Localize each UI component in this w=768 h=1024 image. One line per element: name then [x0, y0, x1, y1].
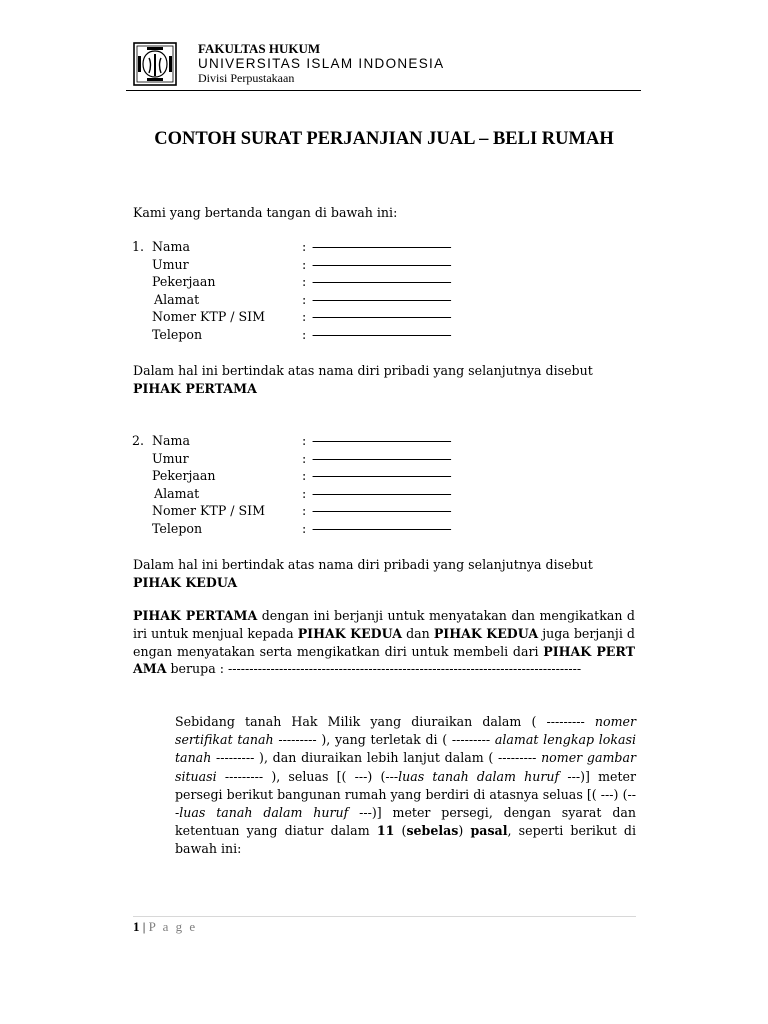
- letterhead: [126, 38, 641, 91]
- statement-text: Dalam hal ini bertindak atas nama diri pribadi yang selanjutnya disebut: [133, 363, 593, 378]
- page-footer: [133, 919, 197, 935]
- party-one-statement: [133, 362, 635, 398]
- field-blank: ----------------------------------------------------: [312, 309, 451, 324]
- bold-term: PIHAK KEDUA: [297, 625, 402, 641]
- id-row-occupation: [132, 273, 572, 291]
- field-blank: ----------------------------------------------------: [312, 433, 451, 448]
- id-row-age: [132, 450, 572, 468]
- description-text: (: [394, 823, 407, 839]
- id-row-name: [132, 238, 572, 256]
- placeholder-text: alamat lengkap lokasi tanah: [175, 732, 636, 766]
- bold-term: PIHAK KEDUA: [433, 625, 539, 641]
- description-text: ---)] meter persegi, dengan syarat dan ketentuan yang diatur dalam: [175, 805, 636, 839]
- statement-text: Dalam hal ini bertindak atas nama diri pribadi yang selanjutnya disebut: [133, 557, 593, 572]
- field-blank: ----------------------------------------------------: [312, 256, 451, 272]
- id-row-id-number: [132, 308, 572, 326]
- id-row-id-number: [132, 502, 572, 520]
- agreement-text: dengan ini berjanji untuk menyatakan dan mengikatkan diri untuk menjual kepada: [133, 608, 635, 641]
- field-colon: :: [302, 291, 307, 307]
- description-text: ---)] meter persegi berikut bangunan rumah yang berdiri di atasnya seluas [( ---) (---: [175, 768, 637, 821]
- footer-divider: [133, 916, 636, 917]
- placeholder-text: nomer gambar situasi: [175, 750, 636, 784]
- document-title: CONTOH SURAT PERJANJIAN JUAL – BELI RUMAH: [154, 129, 614, 149]
- footer-separator: |: [139, 919, 149, 934]
- agreement-paragraph: [133, 607, 635, 678]
- party-number: 2.: [132, 433, 145, 448]
- description-text: --------- ), yang terletak di ( ---------: [273, 732, 495, 748]
- agreement-text: dan: [401, 625, 434, 641]
- field-colon: :: [302, 256, 307, 272]
- bold-term: pasal: [470, 823, 508, 839]
- description-text: --------- ), dan diuraikan lebih lanjut dalam ( ---------: [211, 750, 542, 766]
- id-row-age: [132, 256, 572, 274]
- bold-term: 11: [376, 823, 395, 839]
- field-blank: ----------------------------------------------------: [312, 291, 451, 307]
- field-colon: :: [302, 485, 307, 501]
- field-label: Umur: [152, 450, 189, 466]
- id-row-phone: [132, 520, 572, 538]
- party-two-identity: [132, 432, 572, 537]
- field-blank: ----------------------------------------------------: [312, 503, 451, 518]
- description-text: --------- ), seluas [( ---) (---: [216, 768, 399, 784]
- field-colon: :: [302, 326, 307, 342]
- id-row-address: [132, 485, 572, 503]
- field-colon: :: [302, 503, 307, 518]
- field-colon: :: [302, 450, 307, 466]
- id-row-name: [132, 432, 572, 450]
- field-blank: ----------------------------------------------------: [312, 520, 451, 536]
- field-colon: :: [302, 309, 307, 324]
- description-text: , seperti berikut di bawah ini:: [175, 823, 637, 857]
- party-two-statement: [133, 556, 635, 592]
- page-number: 1: [133, 919, 140, 934]
- field-label: Nomer KTP / SIM: [152, 309, 266, 324]
- field-label: Pekerjaan: [152, 274, 216, 289]
- page-label: P a g e: [148, 919, 198, 934]
- field-label: Nomer KTP / SIM: [152, 503, 266, 518]
- field-blank: ----------------------------------------------------: [312, 326, 451, 342]
- university-name: UNIVERSITAS ISLAM INDONESIA: [198, 56, 445, 71]
- field-colon: :: [302, 520, 307, 536]
- agreement-text: juga berjanji dengan menyatakan serta mengikatkan diri untuk membeli dari: [133, 625, 635, 659]
- field-label: Telepon: [152, 326, 203, 342]
- description-text: Sebidang tanah Hak Milik yang diuraikan dalam ( ---------: [175, 714, 595, 729]
- field-blank: ----------------------------------------------------: [312, 274, 451, 289]
- field-label: Telepon: [152, 520, 203, 536]
- field-label: Alamat: [154, 485, 200, 501]
- party-one-identity: [132, 238, 572, 343]
- field-label: Alamat: [154, 291, 200, 307]
- bold-term: PIHAK PERTAMA: [133, 643, 636, 677]
- agreement-text: berupa : -----------------------------------------------------------------------------------: [166, 661, 582, 677]
- placeholder-text: luas tanah dalam huruf: [179, 805, 349, 821]
- field-blank: ----------------------------------------------------: [312, 468, 451, 483]
- field-label: Umur: [152, 256, 189, 272]
- field-colon: :: [302, 468, 307, 483]
- id-row-phone: [132, 326, 572, 344]
- intro-text: Kami yang bertanda tangan di bawah ini:: [133, 205, 398, 220]
- letterhead-text: [198, 41, 444, 85]
- division-name: Divisi Perpustakaan: [198, 71, 295, 85]
- university-logo-icon: [133, 42, 177, 86]
- field-blank: ----------------------------------------------------: [312, 485, 451, 501]
- bold-term: sebelas: [406, 823, 459, 839]
- party-number: 1.: [132, 239, 145, 254]
- party-one-designation: PIHAK PERTAMA: [133, 380, 257, 396]
- field-label: Pekerjaan: [152, 468, 216, 483]
- field-colon: :: [302, 433, 307, 448]
- faculty-name: FAKULTAS HUKUM: [198, 41, 321, 56]
- id-row-occupation: [132, 467, 572, 485]
- field-label: Nama: [152, 239, 190, 254]
- field-blank: ----------------------------------------------------: [312, 239, 451, 254]
- placeholder-text: nomer sertifikat tanah: [175, 714, 636, 748]
- bold-term: PIHAK PERTAMA: [133, 608, 258, 623]
- placeholder-text: luas tanah dalam huruf: [398, 768, 560, 784]
- property-description: [175, 713, 636, 859]
- field-colon: :: [302, 274, 307, 289]
- id-row-address: [132, 291, 572, 309]
- party-two-designation: PIHAK KEDUA: [133, 574, 238, 590]
- field-colon: :: [302, 239, 307, 254]
- field-blank: ----------------------------------------------------: [312, 450, 451, 466]
- description-text: ): [458, 823, 471, 839]
- field-label: Nama: [152, 433, 190, 448]
